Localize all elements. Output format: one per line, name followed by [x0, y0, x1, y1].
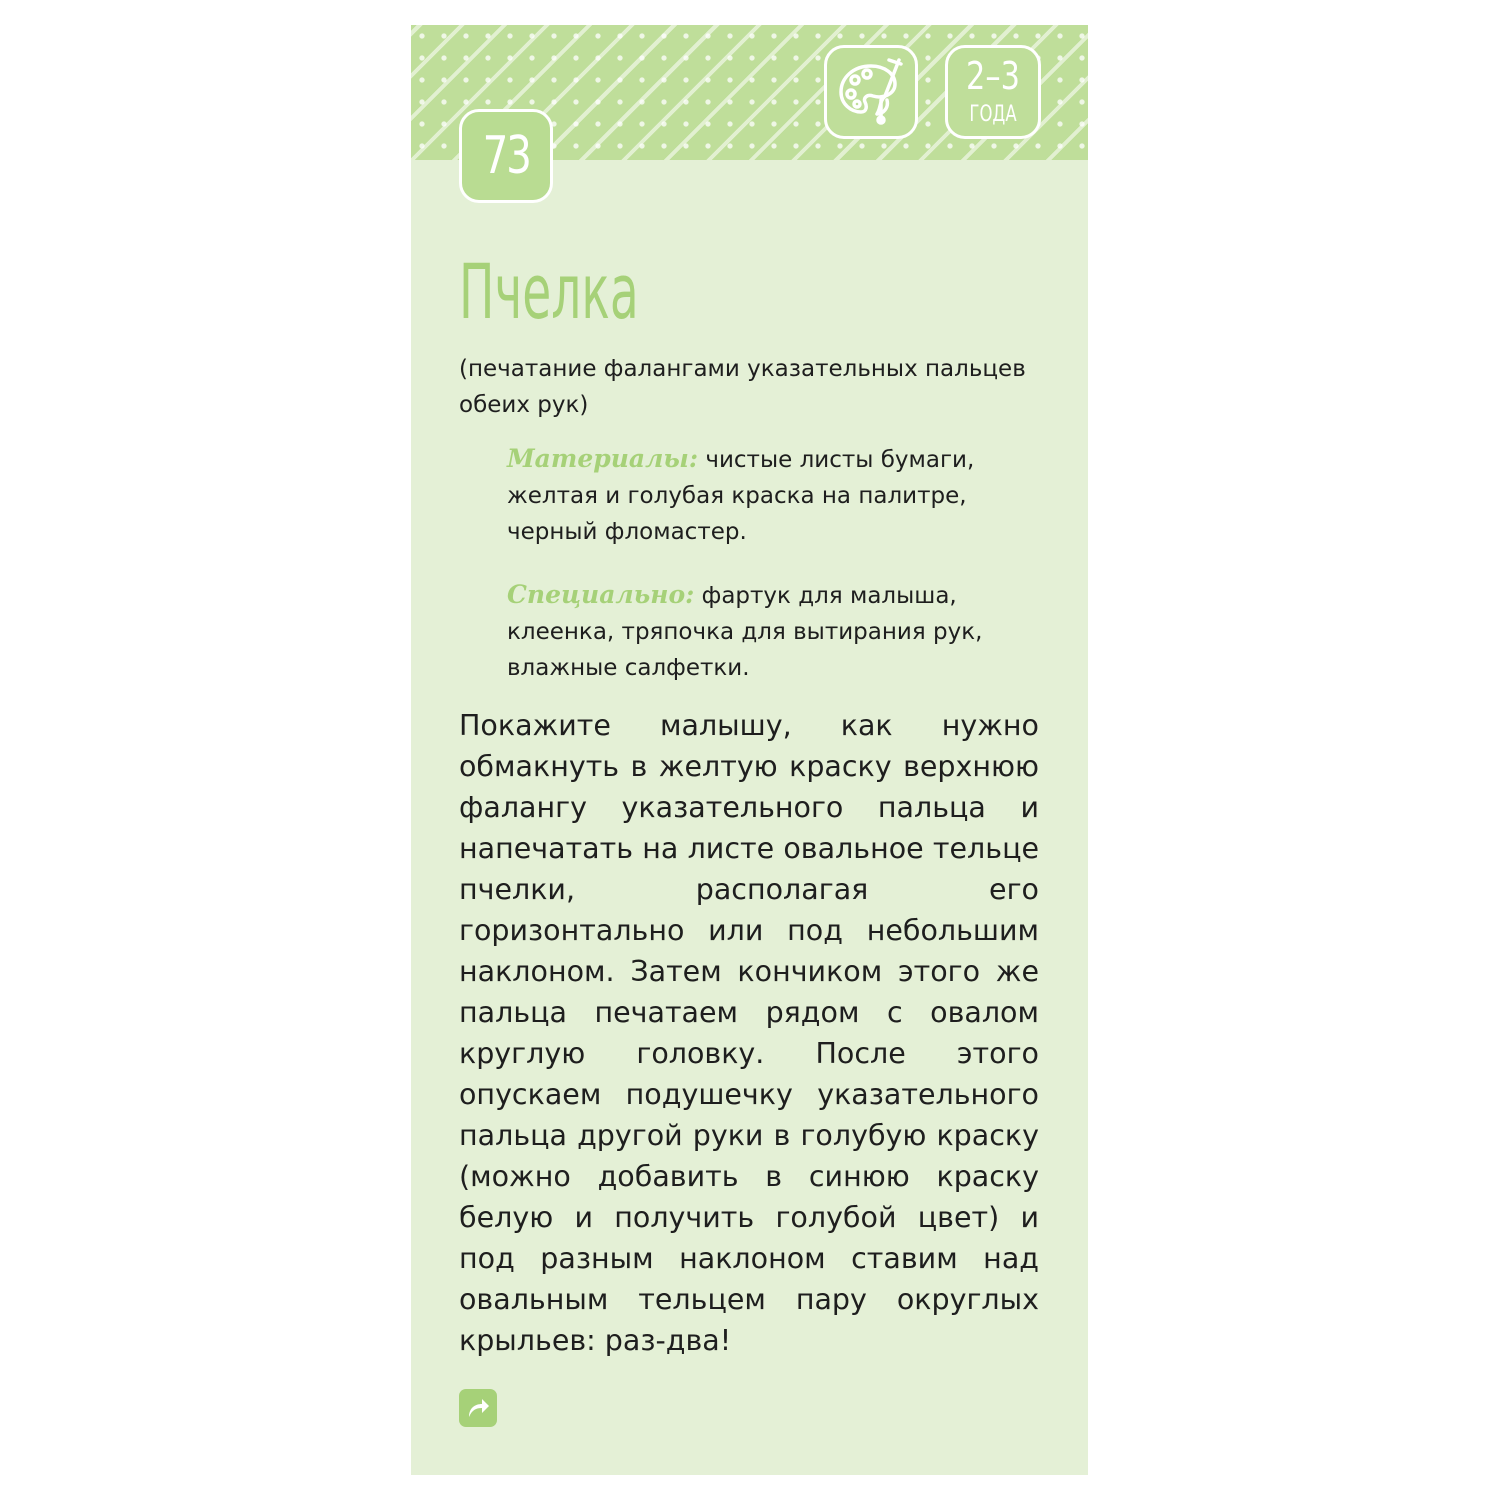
card-number-badge [459, 109, 553, 203]
palette-brush-icon [835, 56, 907, 128]
materials-text: чистые листы бумаги, желтая и голубая краска на палитре, черный фломастер. [507, 447, 975, 545]
special-text: фартук для малыша, клеенка, тряпочка для вытирания рук, влажные салфетки. [507, 583, 983, 681]
page-title: Пчелка [459, 247, 639, 336]
next-page-button[interactable] [459, 1389, 497, 1427]
activity-card [411, 25, 1088, 1475]
materials-section [507, 441, 1027, 550]
activity-type-badge [824, 45, 918, 139]
card-number: 73 [482, 126, 530, 186]
page-subtitle: (печатание фалангами указательных пальцев обеих рук) [459, 356, 1026, 418]
instructions-text: Покажите малышу, как нужно обмакнуть в желтую краску верхнюю фалангу указательного пальца и напечатать на листе овальное тельце пчелки, располагая его горизонтально или под небольшим наклоном. Затем кончиком этого же пальца печатаем рядом с овалом круглую головку. После этого опускаем подушечку указательного пальца другой руки в голубую краску (можно добавить в синюю краску белую и получить голубой цвет) и под разным наклоном ставим над овальным тельцем пару округлых крыльев: раз-два! [459, 709, 1039, 1357]
age-badge [945, 45, 1041, 139]
age-unit: ГОДА [969, 102, 1017, 127]
share-arrow-icon [465, 1395, 491, 1421]
age-range: 2–3 [966, 54, 1020, 98]
materials-label: Материалы: [507, 444, 699, 473]
special-section [507, 577, 1027, 686]
special-label: Специально: [507, 580, 695, 609]
